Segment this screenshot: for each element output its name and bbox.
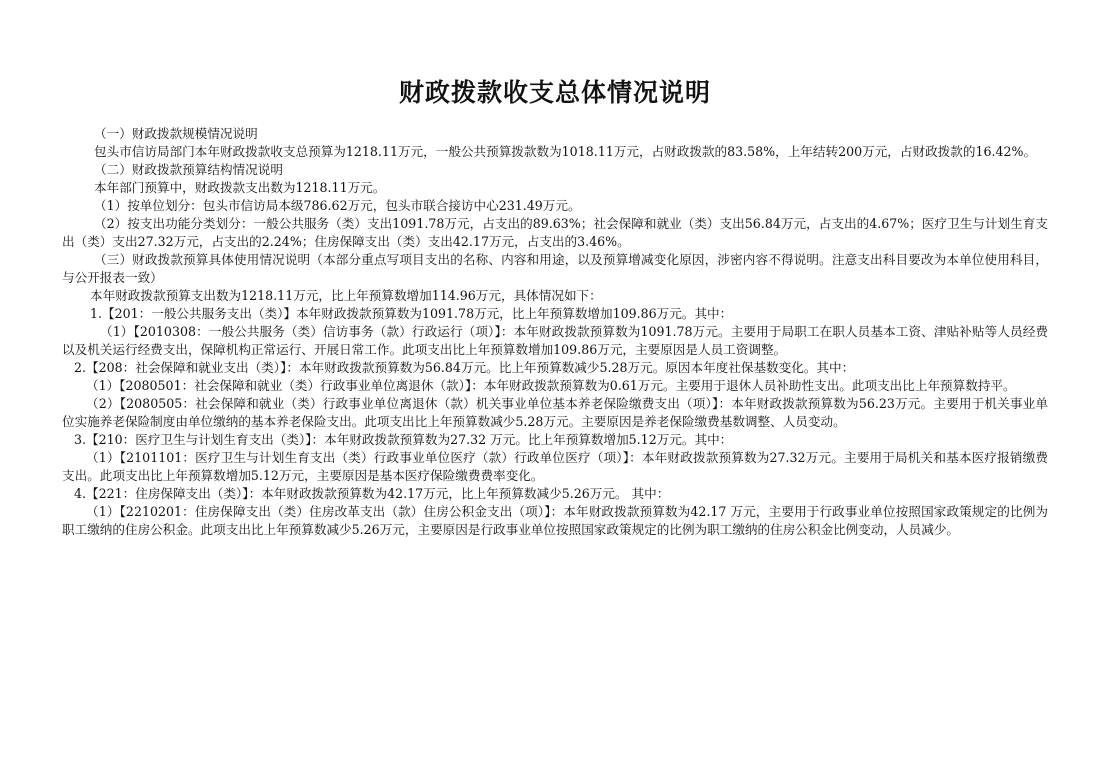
section-heading-structure: （二）财政拨款预算结构情况说明 — [94, 162, 283, 177]
paragraph-total-expenditure: 本年部门预算中，财政拨款支出数为1218.11万元。 — [94, 180, 386, 195]
paragraph-scale: 包头市信访局部门本年财政拨款收支总预算为1218.11万元，一般公共预算拨款数为1018.11万元，占财政拨款的83.58%，上年结转200万元，占财政拨款的16.42%。 — [94, 144, 1037, 159]
item-2080505: （2）【2080505：社会保障和就业（类）行政事业单位离退休（款）机关事业单位基本养老保险缴费支出（项）】：本年财政拨款预算数为56.23万元。主要用于机关事业单位实施养老保险制度由单位缴纳的基本养老保险支出。此项支出比上年预算数减少5.28万元。主要原因是养老保险缴费基数调整、人员变动。 — [62, 396, 1048, 429]
paragraph-usage-summary: 本年财政拨款预算支出数为1218.11万元，比上年预算数增加114.96万元，具体情况如下： — [90, 288, 602, 303]
page-title: 财政拨款收支总体情况说明 — [398, 78, 711, 107]
item-201: 1.【201：一般公共服务支出（类）】本年财政拨款预算数为1091.78万元，比上年预算数增加109.86万元。其中： — [90, 306, 733, 321]
item-2210201: （1）【2210201：住房保障支出（类）住房改革支出（款）住房公积金支出（项）】：本年财政拨款预算数为42.17 万元，主要用于行政事业单位按照国家政策规定的比例为职工缴纳的住房公积金。此项支出比上年预算数减少5.26万元，主要原因是行政事业单位按照国家政策规定的比例为职工缴纳的住房公积金比例变动，人员减少。 — [62, 504, 1048, 537]
item-208: 2.【208：社会保障和就业支出（类）】：本年财政拨款预算数为56.84万元。比上年预算数减少5.28万元。原因本年度社保基数变化。其中： — [74, 360, 855, 375]
item-2010308: （1）【2010308：一般公共服务（类）信访事务（款）行政运行（项）】：本年财政拨款预算数为1091.78万元。主要用于局职工在职人员基本工资、津贴补贴等人员经费以及机关运行经费支出，保障机构正常运行、开展日常工作。此项支出比上年预算数增加109.86万元，主要原因是人员工资调整。 — [62, 324, 1048, 357]
section-heading-usage: （三）财政拨款预算具体使用情况说明（本部分重点写项目支出的名称、内容和用途，以及预算增减变化原因，涉密内容不得说明。注意支出科目要改为本单位使用科目，与公开报表一致） — [62, 252, 1048, 285]
section-heading-scale: （一）财政拨款规模情况说明 — [94, 126, 258, 141]
paragraph-by-unit: （1）按单位划分：包头市信访局本级786.62万元，包头市联合接访中心231.49万元。 — [94, 198, 581, 213]
item-210: 3.【210：医疗卫生与计划生育支出（类）】：本年财政拨款预算数为27.32 万元。比上年预算数增加5.12万元。其中： — [74, 432, 733, 447]
item-221: 4.【221：住房保障支出（类）】：本年财政拨款预算数为42.17万元，比上年预算数减少5.26万元。 其中： — [74, 486, 670, 501]
document-body — [62, 125, 1048, 539]
paragraph-by-function: （2）按支出功能分类划分：一般公共服务（类）支出1091.78万元，占支出的89.63%；社会保障和就业（类）支出56.84万元，占支出的4.67%；医疗卫生与计划生育支出（类）支出27.32万元，占支出的2.24%；住房保障支出（类）支出42.17万元，占支出的3.46%。 — [62, 216, 1048, 249]
item-2080501: （1）【2080501：社会保障和就业（类）行政事业单位离退休（款）】：本年财政拨款预算数为0.61万元。主要用于退休人员补助性支出。此项支出比上年预算数持平。 — [86, 378, 1016, 393]
item-2101101: （1）【2101101：医疗卫生与计划生育支出（类）行政事业单位医疗（款）行政单位医疗（项）】：本年财政拨款预算数为27.32万元。主要用于局机关和基本医疗报销缴费支出。此项支出比上年预算数增加5.12万元，主要原因是基本医疗保险缴费费率变化。 — [62, 450, 1048, 483]
